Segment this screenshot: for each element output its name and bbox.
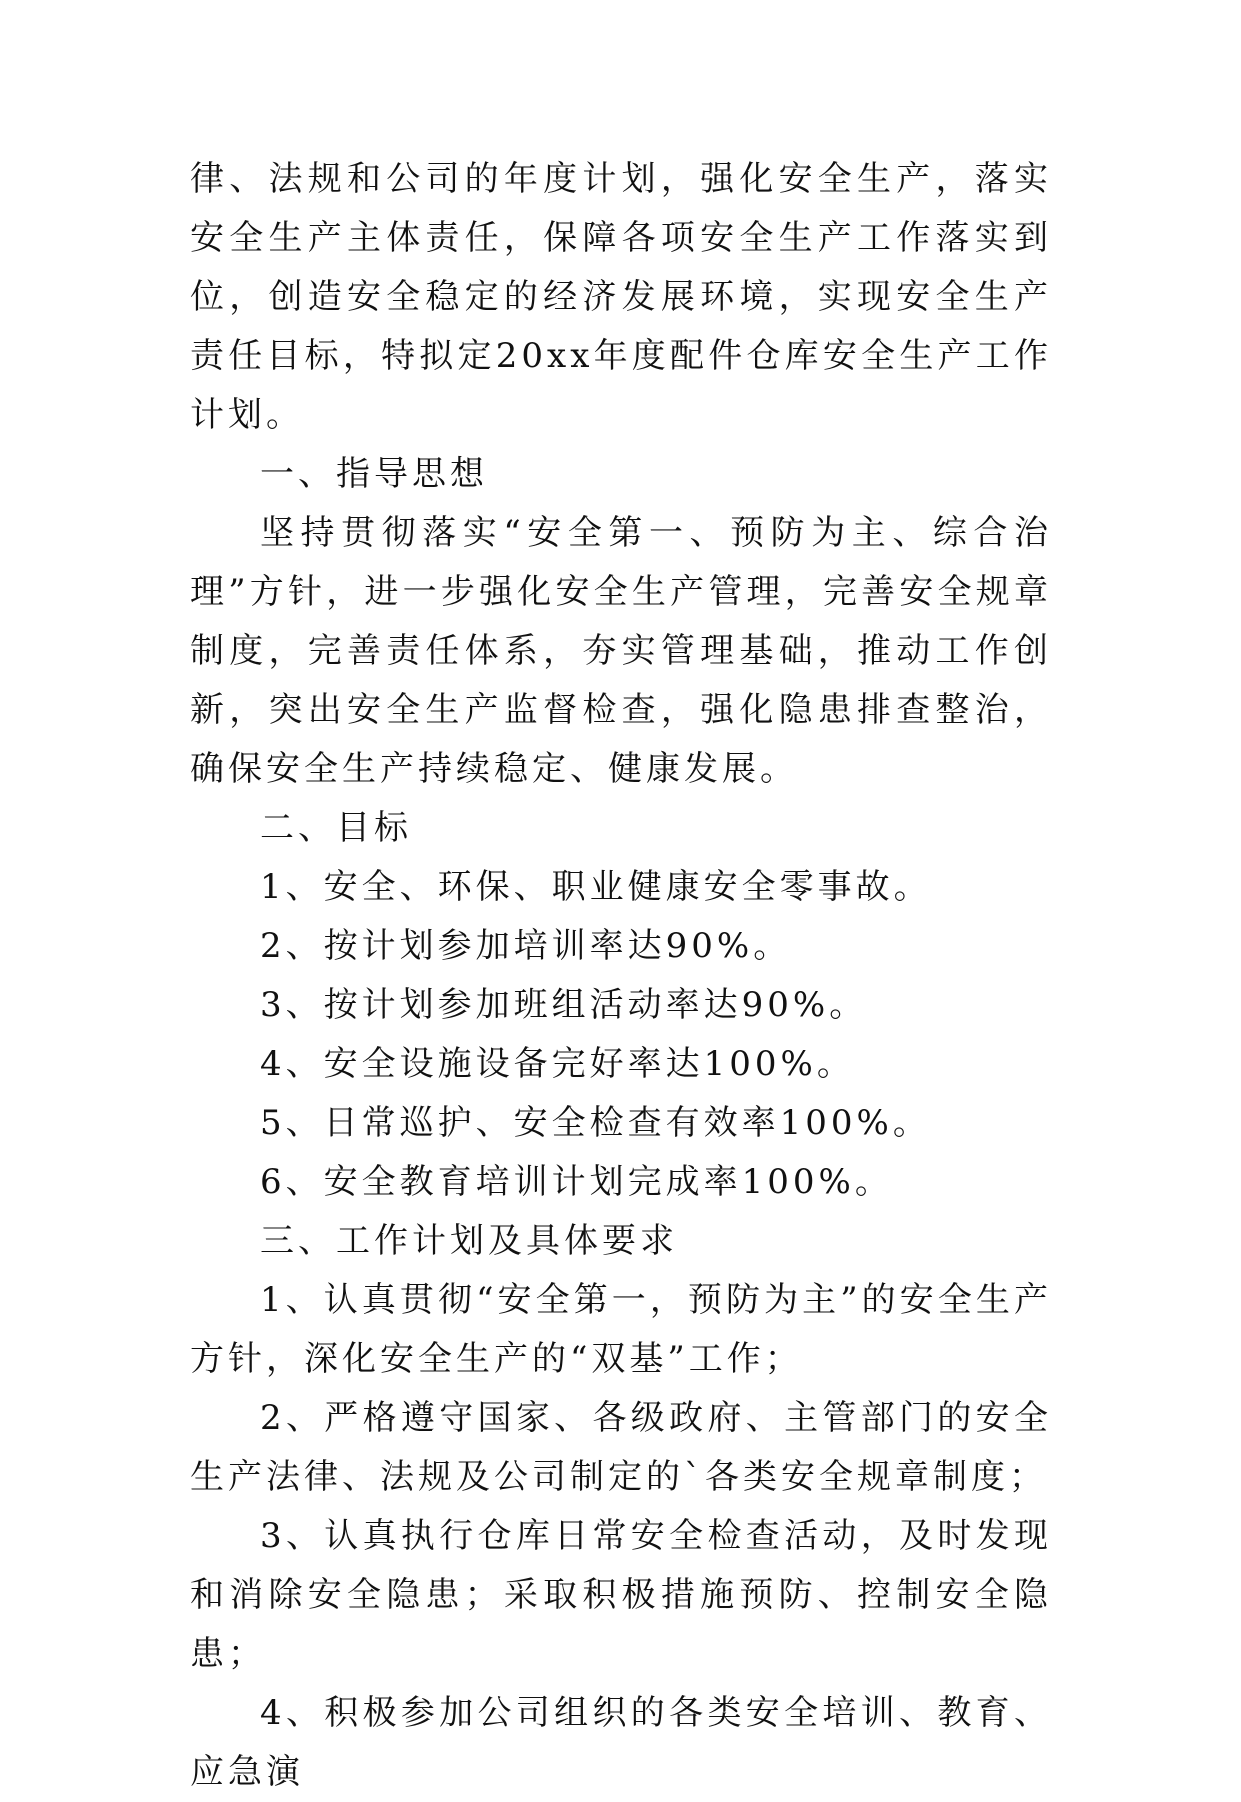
goal-item-4: 4、安全设施设备完好率达100%。 bbox=[260, 1044, 855, 1084]
goal-item-5: 5、日常巡护、安全检查有效率100%。 bbox=[260, 1103, 931, 1143]
goal-item-2: 2、按计划参加培训率达90%。 bbox=[260, 926, 792, 966]
work-plan-item-3: 3、认真执行仓库日常安全检查活动，及时发现和消除安全隐患；采取积极措施预防、控制安全隐患； bbox=[190, 1516, 1052, 1674]
work-plan-item-2: 2、严格遵守国家、各级政府、主管部门的安全生产法律、法规及公司制定的`各类安全规章制度； bbox=[190, 1398, 1052, 1497]
section-heading-guiding-ideology: 一、指导思想 bbox=[260, 454, 488, 494]
work-plan-item-1: 1、认真贯彻“安全第一，预防为主”的安全生产方针，深化安全生产的“双基”工作； bbox=[190, 1280, 1052, 1379]
document-body bbox=[190, 150, 1052, 1802]
goal-item-3: 3、按计划参加班组活动率达90%。 bbox=[260, 985, 868, 1025]
goal-item-1: 1、安全、环保、职业健康安全零事故。 bbox=[260, 867, 932, 907]
paragraph-guiding-ideology: 坚持贯彻落实“安全第一、预防为主、综合治理”方针，进一步强化安全生产管理，完善安全规章制度，完善责任体系，夯实管理基础，推动工作创新，突出安全生产监督检查，强化隐患排查整治，确保安全生产持续稳定、健康发展。 bbox=[190, 513, 1052, 789]
section-heading-goals: 二、目标 bbox=[260, 808, 412, 848]
paragraph-intro-continuation: 律、法规和公司的年度计划，强化安全生产，落实安全生产主体责任，保障各项安全生产工作落实到位，创造安全稳定的经济发展环境，实现安全生产责任目标，特拟定20xx年度配件仓库安全生产工作计划。 bbox=[190, 159, 1052, 435]
section-heading-work-plan: 三、工作计划及具体要求 bbox=[260, 1221, 678, 1261]
work-plan-item-4: 4、积极参加公司组织的各类安全培训、教育、应急演 bbox=[190, 1693, 1052, 1792]
goal-item-6: 6、安全教育培训计划完成率100%。 bbox=[260, 1162, 893, 1202]
